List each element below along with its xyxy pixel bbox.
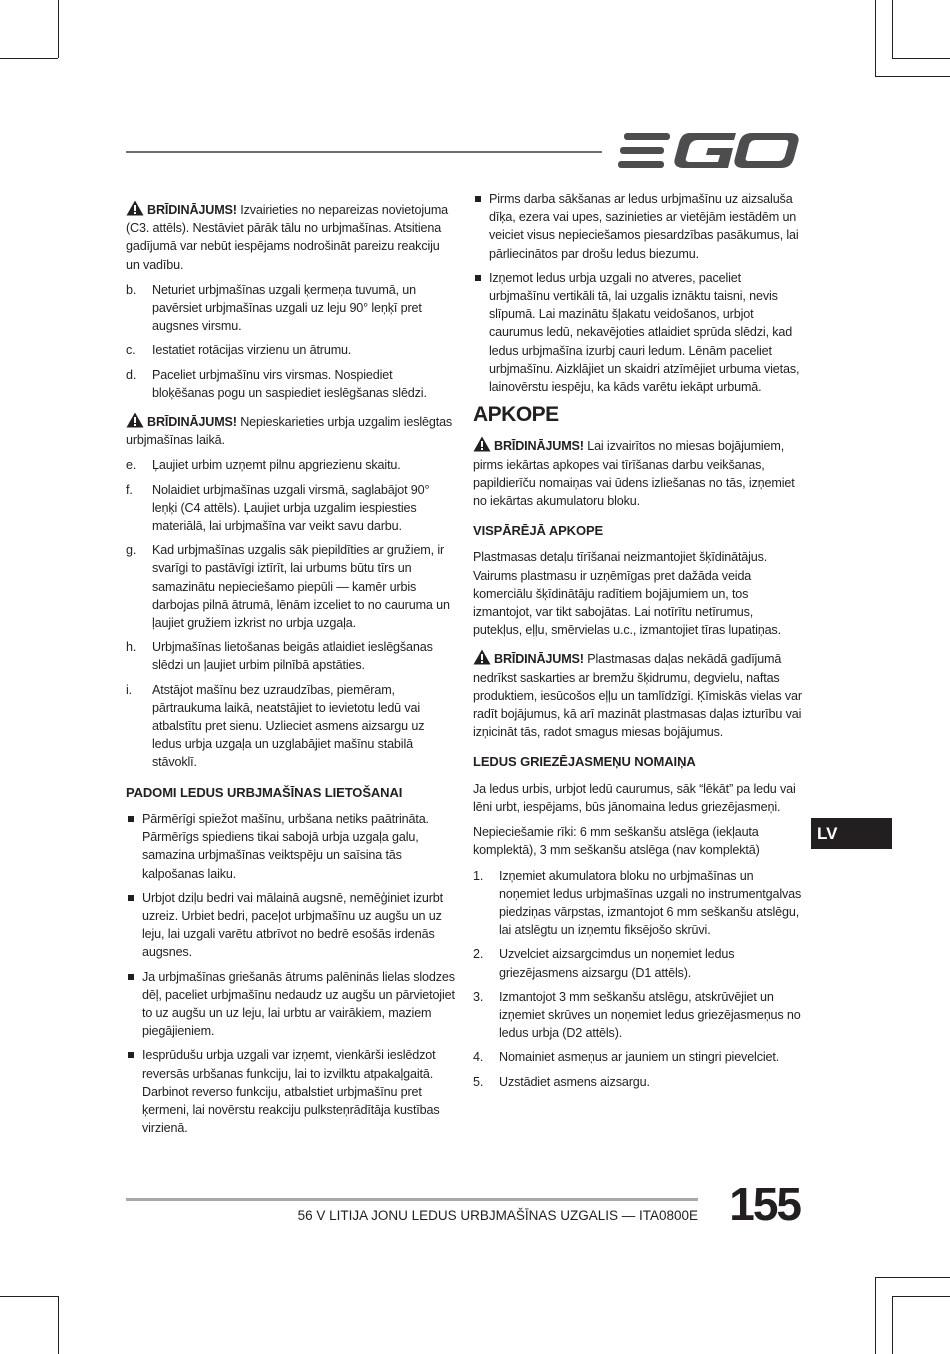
warning-text: Nepieskarieties urbja uzgalim ieslēgtas urbjmašīnas laikā. xyxy=(126,415,453,448)
list-item-text: Kad urbjmašīnas uzgalis sāk piepildīties ar gružiem, ir svarīgi to pastāvīgi iztīrīt, lai urbums būtu tīrs un samazinātu nepieciešamo piepūli — kamēr urbis darbojas pilnā ātrumā, lēnām izceliet to no cauruma un ļaujiet gružiem izkrist no urbja uzgaļa. xyxy=(152,543,450,631)
warning-paragraph xyxy=(126,200,456,274)
list-item xyxy=(126,481,456,536)
warning-triangle-icon xyxy=(473,649,491,665)
crop-mark xyxy=(875,1277,950,1278)
list-item xyxy=(126,968,456,1041)
right-column xyxy=(473,190,803,1097)
bullet-list xyxy=(126,810,456,1137)
body-paragraph: Ja ledus urbis, urbjot ledū caurumus, sāk “lēkāt” pa ledu vai lēni urbt, iespējams, būs jānomaina ledus griezējasmeņi. xyxy=(473,781,796,814)
list-item xyxy=(473,945,803,981)
list-item-text: Iesprūdušu urbja uzgali var izņemt, vienkārši ieslēdzot reversās urbšanas funkciju, lai to izvilktu atpakaļgaitā. Darbinot reverso funkciju, atbalstiet urbjmašīnu pret ķermeni, lai novērstu reakciju pulksteņrādītāja kustības virzienā. xyxy=(142,1048,440,1136)
list-marker: b. xyxy=(126,282,137,297)
list-item xyxy=(473,190,803,263)
warning-label: BRĪDINĀJUMS! xyxy=(147,415,237,430)
list-item-text: Iestatiet rotācijas virzienu un ātrumu. xyxy=(152,343,352,358)
list-marker: h. xyxy=(126,640,137,655)
list-item-text: Ja urbjmašīnas griešanās ātrums palēninās lielas slodzes dēļ, paceliet urbjmašīnu nedaudz uz augšu un pārvietojiet to uz augšu un uz leju, lai urbtu ar vairākiem, maziem piegājieniem. xyxy=(142,969,455,1039)
bullet-square-icon xyxy=(475,196,481,202)
list-marker: 4. xyxy=(473,1050,484,1065)
list-item-text: Izņemot ledus urbja uzgali no atveres, paceliet urbjmašīnu vertikāli tā, lai uzgalis iznāktu taisni, nevis slīpumā. Lai mazinātu šļakatu veidošanos, urbjot caurumus ledū, nekavējoties atlaidiet sprūda slēdzi, kad ledus urbjmašīna izurbj cauri ledum. Lēnām paceliet urbjmašīnu. Aizklājiet un skaidri atzīmējiet urbuma vietas, lainovērstu iespēju, ka kāds varētu iekāpt urbumā. xyxy=(489,270,800,395)
list-item-text: Nolaidiet urbjmašīnas uzgali virsmā, saglabājot 90° leņķi (C4 attēls). Ļaujiet urbja uzgalim iespiesties materiālā, lai urbjmašīna var veikt savu darbu. xyxy=(152,482,430,534)
footer-title: 56 V LITIJA JONU LEDUS URBJMAŠĪNAS UZGALIS — ITA0800E xyxy=(297,1208,698,1223)
crop-mark xyxy=(892,1296,893,1354)
list-marker: 3. xyxy=(473,989,484,1004)
crop-mark xyxy=(0,58,58,59)
list-item-text: Urbjmašīnas lietošanas beigās atlaidiet ieslēgšanas slēdzi un ļaujiet urbim pilnībā apstāties. xyxy=(152,640,433,673)
list-item xyxy=(473,867,803,940)
list-item xyxy=(473,988,803,1043)
list-item-text: Izmantojot 3 mm seškanšu atslēgu, atskrūvējiet un izņemiet skrūves un noņemiet ledus griezējasmeņus no ledus urbja (D2 attēls). xyxy=(499,989,801,1041)
bullet-list xyxy=(473,190,803,396)
language-tab: LV xyxy=(811,818,892,849)
warning-triangle-icon xyxy=(126,412,144,428)
warning-text: Plastmasas daļas nekādā gadījumā nedrīkst saskarties ar bremžu šķidrumu, degvielu, naftas produktiem, iesūcošos eļļu un tamlīdzīgi. Ķīmiskās vielas var radīt bojājumus, kā arī mazināt plastmasas daļas izturību vai izņicināt tās, radot smagus miesas bojājumus. xyxy=(473,652,802,740)
list-item-text: Atstājot mašīnu bez uzraudzības, piemēram, pārtraukuma laikā, neatstājiet to ievietotu ledū vai atbalstītu pret sienu. Uzlieciet asmens aizsargu uz ledus urbja uzgaļa un uzglabājiet mašīnu stabilā stāvoklī. xyxy=(152,682,425,770)
warning-text: Izvairieties no nepareizas novietojuma (C3. attēls). Nestāviet pārāk tālu no urbjmašīnas. Atsitiena gadījumā var nebūt iespējams nodrošināt pareizu reakciju un vadību. xyxy=(126,203,449,272)
list-marker: 5. xyxy=(473,1074,484,1089)
list-item xyxy=(126,681,456,772)
crop-mark xyxy=(892,1296,950,1297)
bullet-square-icon xyxy=(128,974,134,980)
list-item-text: Pirms darba sākšanas ar ledus urbjmašīnu uz aizsaluša dīķa, ezera vai upes, sazinieties ar vietējām iestādēm un veiciet visus nepieciešamos piesardzības pasākumus, lai pārliecinātos par drošu ledus biezumu. xyxy=(489,192,799,261)
list-item-text: Nomainiet asmeņus ar jauniem un stingri pievelciet. xyxy=(499,1050,780,1065)
crop-mark xyxy=(875,1277,876,1354)
warning-text: Lai izvairītos no miesas bojājumiem, pirms iekārtas apkopes vai tīrīšanas darbu veikšanas, papildierīču nomaiņas vai ūdens izliešanas no tās, izņemiet no iekārtas akumulatoru bloku. xyxy=(473,439,795,509)
section-title: APKOPE xyxy=(473,403,559,427)
crop-mark xyxy=(875,0,876,76)
warning-paragraph xyxy=(126,412,456,449)
list-marker: f. xyxy=(126,482,133,497)
list-item-text: Ļaujiet urbim uzņemt pilnu apgriezienu skaitu. xyxy=(152,458,401,473)
list-marker: g. xyxy=(126,543,137,558)
list-item xyxy=(126,638,456,674)
section-heading: VISPĀRĒJĀ APKOPE xyxy=(473,523,604,539)
header-rule xyxy=(126,151,602,153)
list-item-text: Urbjot dziļu bedri vai mālainā augsnē, nemēģiniet izurbt uzreiz. Urbiet bedri, paceļot urbjmašīnu uz augšu un uz leju, lai uzgali varētu atbrīvot no bedrē esošās irdenās augsnes. xyxy=(142,890,444,960)
section-heading: PADOMI LEDUS URBJMAŠĪNAS LIETOŠANAI xyxy=(126,784,403,800)
list-marker: i. xyxy=(126,682,132,697)
section-heading: LEDUS GRIEZĒJASMEŅU NOMAIŅA xyxy=(473,754,696,770)
list-item-text: Uzstādiet asmens aizsargu. xyxy=(499,1074,650,1089)
crop-mark xyxy=(58,1296,59,1354)
list-item xyxy=(473,1048,803,1066)
footer-rule xyxy=(126,1198,698,1201)
warning-label: BRĪDINĀJUMS! xyxy=(147,203,237,217)
crop-mark xyxy=(58,0,59,58)
bullet-square-icon xyxy=(128,1052,134,1058)
list-item xyxy=(126,341,456,359)
list-item-text: Neturiet urbjmašīnas uzgali ķermeņa tuvumā, un pavērsiet urbjmašīnas uzgali uz leju 90° leņķī pret augsnes virsmu. xyxy=(152,282,422,334)
list-marker: c. xyxy=(126,343,136,358)
bullet-square-icon xyxy=(128,895,134,901)
step-list xyxy=(126,456,456,771)
crop-mark xyxy=(892,0,893,58)
warning-label: BRĪDINĀJUMS! xyxy=(494,439,584,454)
list-item xyxy=(126,541,456,632)
list-item-text: Uzvelciet aizsargcimdus un noņemiet ledus griezējasmens aizsargu (D1 attēls). xyxy=(499,947,735,980)
left-column xyxy=(126,200,456,1143)
warning-triangle-icon xyxy=(126,200,144,216)
step-list xyxy=(126,281,456,402)
step-list xyxy=(473,867,803,1091)
page-number: 155 xyxy=(729,1178,800,1230)
warning-label: BRĪDINĀJUMS! xyxy=(494,652,584,667)
list-item xyxy=(126,456,456,474)
list-item xyxy=(473,1073,803,1091)
crop-mark xyxy=(875,76,950,77)
warning-paragraph xyxy=(473,436,803,510)
list-item xyxy=(126,366,456,402)
bullet-square-icon xyxy=(128,816,134,822)
body-paragraph: Nepieciešamie rīki: 6 mm seškanšu atslēga (iekļauta komplektā), 3 mm seškanšu atslēga (nav komplektā) xyxy=(473,825,760,858)
list-item xyxy=(473,269,803,396)
list-item-text: Paceliet urbjmašīnu virs virsmas. Nospiediet bloķēšanas pogu un saspiediet ieslēgšanas slēdzi. xyxy=(152,367,427,400)
list-item xyxy=(126,281,456,336)
warning-triangle-icon xyxy=(473,436,491,452)
list-item-text: Pārmērīgi spiežot mašīnu, urbšana netiks paātrināta. Pārmērīgs spiediens tikai sabojā urbja uzgaļa galu, samazina urbjmašīnas veiktspēju un saīsina tās kalpošanas laiku. xyxy=(142,811,429,881)
body-paragraph: Plastmasas detaļu tīrīšanai neizmantojiet šķīdinātājus. Vairums plastmasu ir uzņēmīgas pret dažāda veida komerciālu šķīdinātāju radītiem bojājumiem un, tos izmantojot, var tikt sabojātas. Lai notīrītu netīrumus, putekļus, eļļu, smērvielas u.c., izmantojiet tīras lupatiņas. xyxy=(473,550,781,638)
list-item-text: Izņemiet akumulatora bloku no urbjmašīnas un noņemiet ledus urbjmašīnas uzgali no instrumentgalvas piedziņas vārpstas, izmantojot 6 mm seškanšu atslēgu, lai atslēgtu un izņemtu fiksējošo skrūvi. xyxy=(499,868,802,938)
list-item xyxy=(126,1046,456,1137)
list-item xyxy=(126,810,456,883)
list-item xyxy=(126,889,456,962)
crop-mark xyxy=(0,1296,58,1297)
bullet-square-icon xyxy=(475,275,481,281)
list-marker: 2. xyxy=(473,947,484,962)
list-marker: 1. xyxy=(473,868,484,883)
crop-mark xyxy=(892,58,950,59)
list-marker: e. xyxy=(126,458,137,473)
ego-logo xyxy=(618,131,800,171)
list-marker: d. xyxy=(126,367,137,382)
warning-paragraph xyxy=(473,649,803,741)
